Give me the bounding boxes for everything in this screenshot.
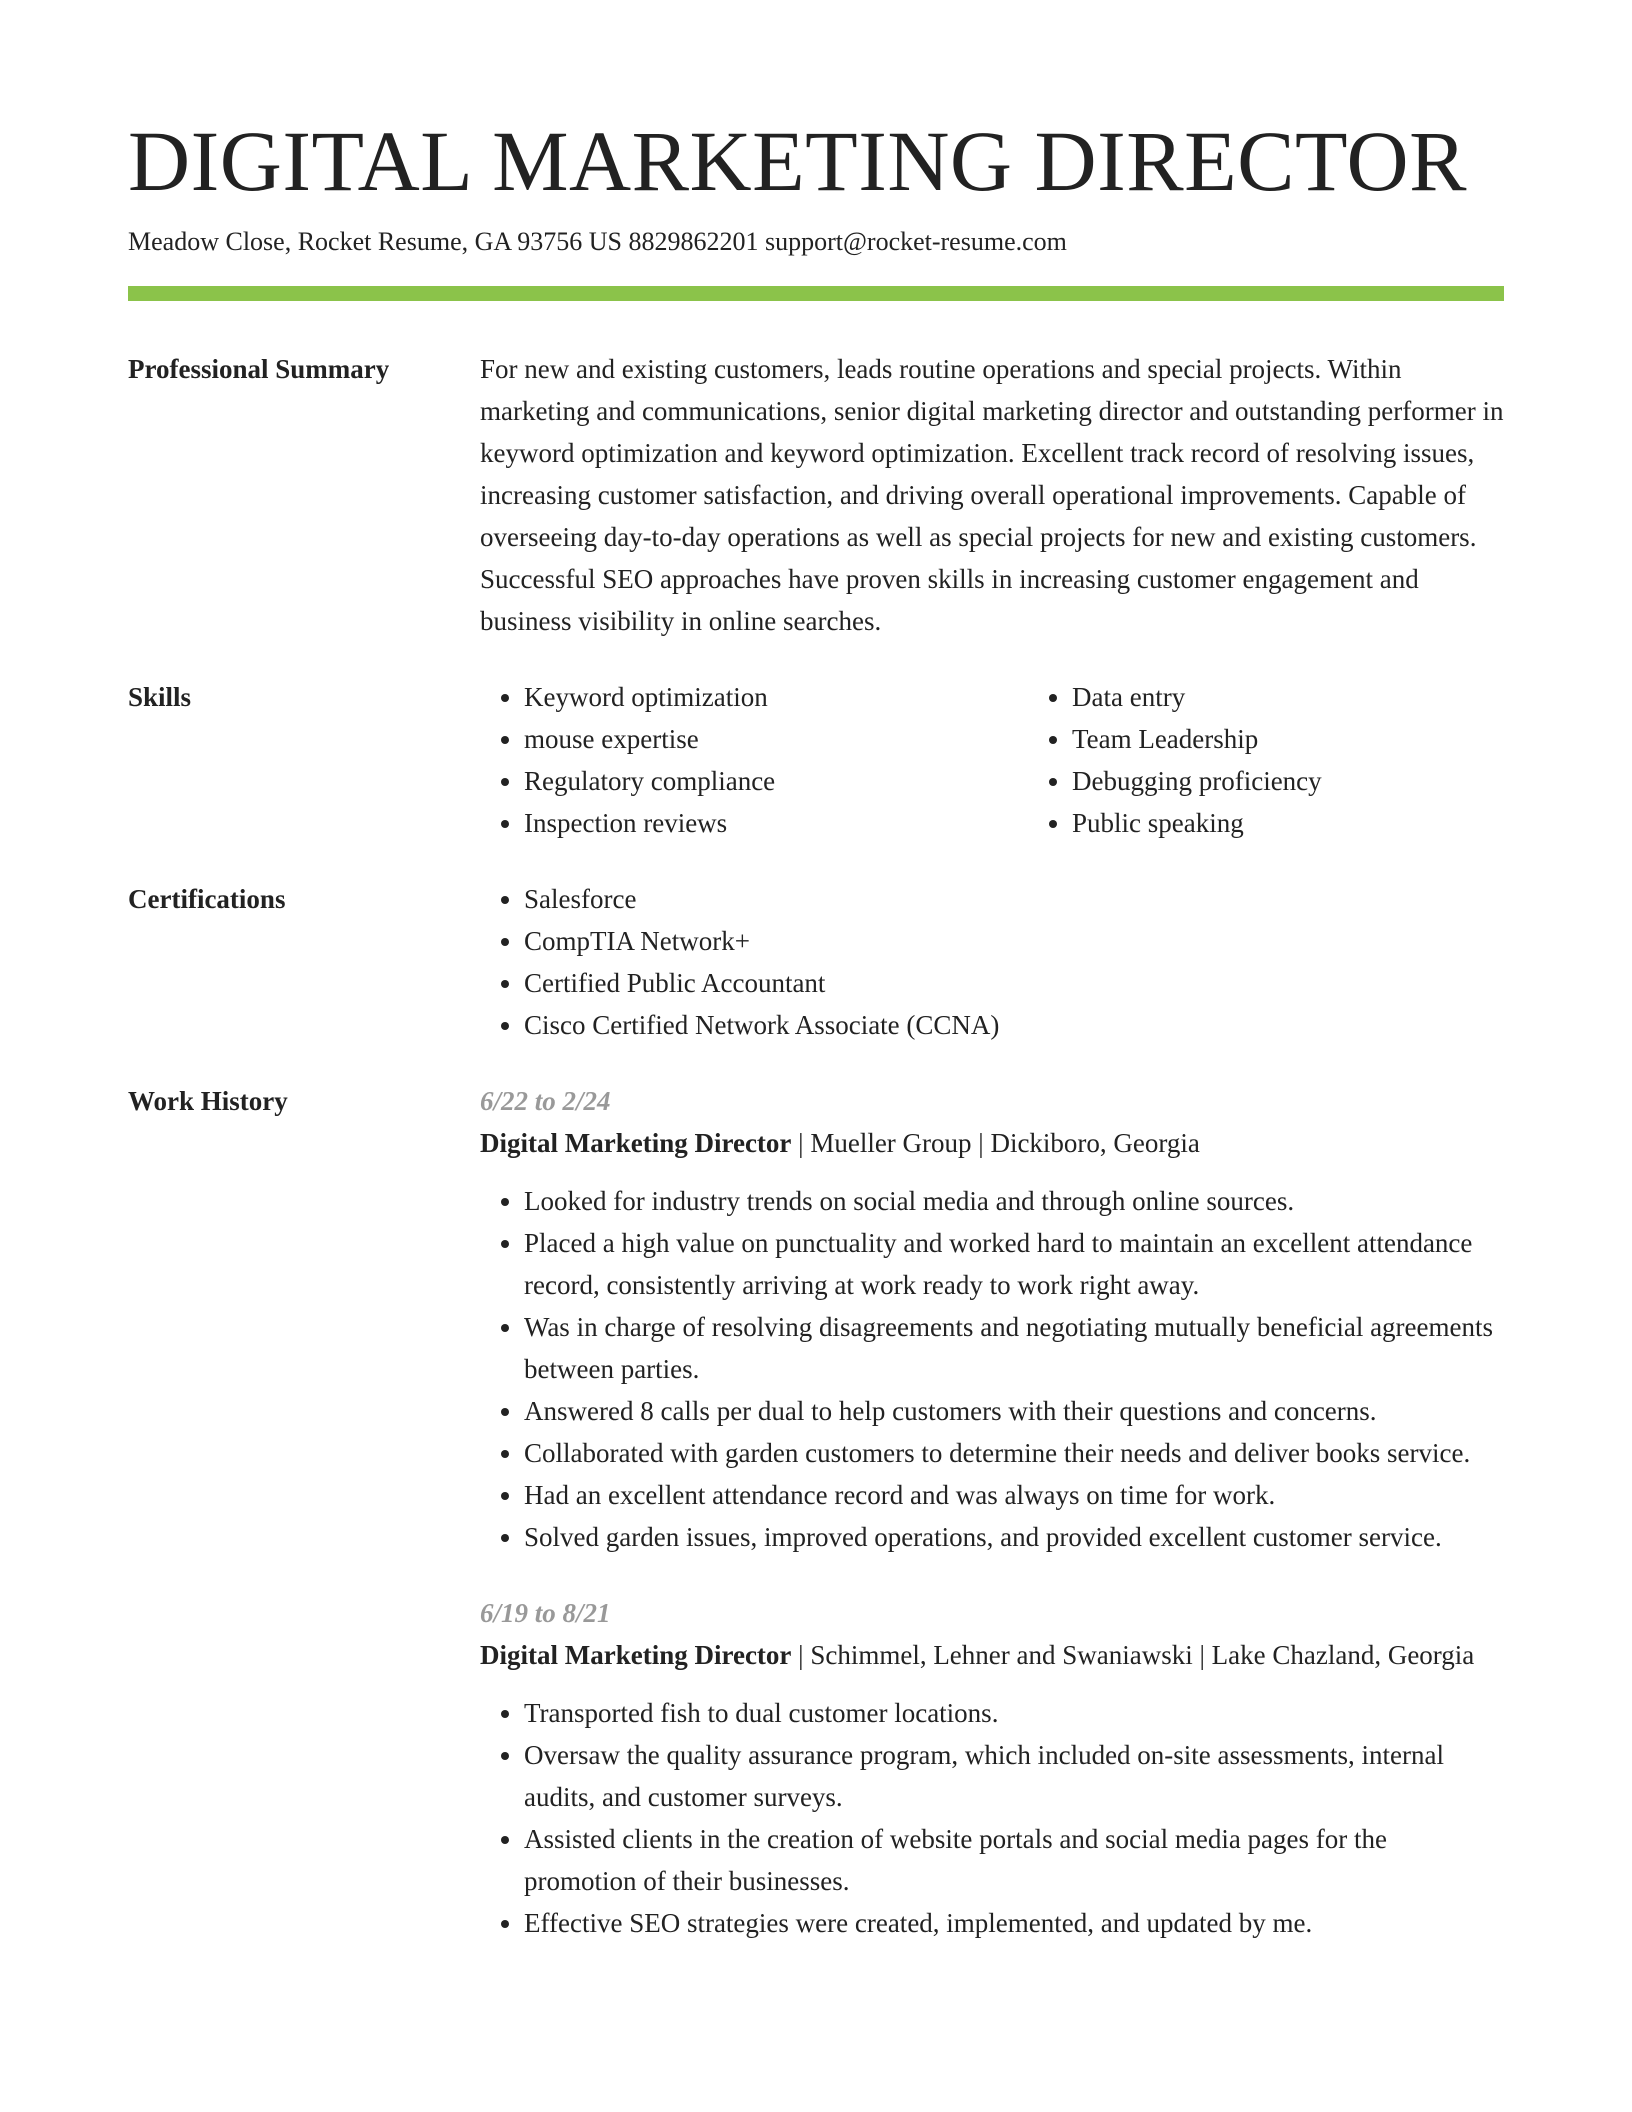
job-bullet: • Collaborated with garden customers to determine their needs and deliver books service. [524,1432,1504,1474]
accent-divider [128,286,1504,301]
certification-item: • CompTIA Network+ [524,920,1504,962]
job-details: | Schimmel, Lehner and Swaniawski | Lake Chazland, Georgia [791,1640,1475,1670]
contact-line: Meadow Close, Rocket Resume, GA 93756 US 8829862201 support@rocket-resume.com [128,227,1067,256]
summary-text: For new and existing customers, leads routine operations and special projects. Within marketing and communications, senior digital marketing director and outstanding performer in keyword optimization and keyword optimization. Excellent track record of resolving issues, increasing customer satisfaction, and driving overall operational improvements. Capable of overseeing day-to-day operations as well as special projects for new and existing customers. Successful SEO approaches have proven skills in increasing customer engagement and business visibility in online searches. [480,354,1504,636]
skill-item: • Debugging proficiency [1072,760,1576,802]
resume-header [128,113,1504,257]
certifications-list [480,878,1504,1046]
skills-list-col2 [1028,676,1576,844]
job-bullet: • Answered 8 calls per dual to help customers with their questions and concerns. [524,1390,1504,1432]
skills-list-col1 [480,676,1028,844]
skill-item: • mouse expertise [524,718,1028,760]
summary-section [128,348,1504,642]
job-bullet: • Effective SEO strategies were created, implemented, and updated by me. [524,1902,1504,1944]
job-bullet: • Assisted clients in the creation of website portals and social media pages for the promotion of their businesses. [524,1818,1504,1902]
skill-item: • Public speaking [1072,802,1576,844]
skill-item: • Inspection reviews [524,802,1028,844]
job-entry [480,1592,1504,1944]
certification-item: • Certified Public Accountant [524,962,1504,1004]
job-details: | Mueller Group | Dickiboro, Georgia [791,1128,1200,1158]
resume-content [128,348,1504,2012]
skill-item: • Regulatory compliance [524,760,1028,802]
certification-item: • Salesforce [524,878,1504,920]
resume-name: DIGITAL MARKETING DIRECTOR [128,113,1467,209]
job-title: Digital Marketing Director [480,1128,792,1158]
job-bullet: • Looked for industry trends on social media and through online sources. [524,1180,1504,1222]
job-bullet: • Oversaw the quality assurance program, which included on-site assessments, internal audits, and customer surveys. [524,1734,1504,1818]
work-history-section [128,1080,1504,1978]
skill-item: • Data entry [1072,676,1576,718]
skills-section [128,676,1504,844]
section-title-skills: Skills [128,682,192,712]
certifications-section [128,878,1504,1046]
job-bullets [480,1692,1504,1944]
section-title-summary: Professional Summary [128,354,390,384]
job-heading [480,1634,1504,1676]
job-bullet: • Solved garden issues, improved operations, and provided excellent customer service. [524,1516,1504,1558]
job-dates: 6/19 to 8/21 [480,1598,611,1628]
section-title-certifications: Certifications [128,884,286,914]
job-bullets [480,1180,1504,1558]
job-dates: 6/22 to 2/24 [480,1086,611,1116]
job-bullet: • Transported fish to dual customer locations. [524,1692,1504,1734]
job-bullet: • Placed a high value on punctuality and worked hard to maintain an excellent attendance record, consistently arriving at work ready to work right away. [524,1222,1504,1306]
certification-item: • Cisco Certified Network Associate (CCNA) [524,1004,1504,1046]
skill-item: • Keyword optimization [524,676,1028,718]
job-heading [480,1122,1504,1164]
job-bullet: • Had an excellent attendance record and was always on time for work. [524,1474,1504,1516]
section-title-work-history: Work History [128,1086,288,1116]
job-title: Digital Marketing Director [480,1640,792,1670]
skill-item: • Team Leadership [1072,718,1576,760]
job-bullet: • Was in charge of resolving disagreements and negotiating mutually beneficial agreements between parties. [524,1306,1504,1390]
job-entry [480,1080,1504,1558]
